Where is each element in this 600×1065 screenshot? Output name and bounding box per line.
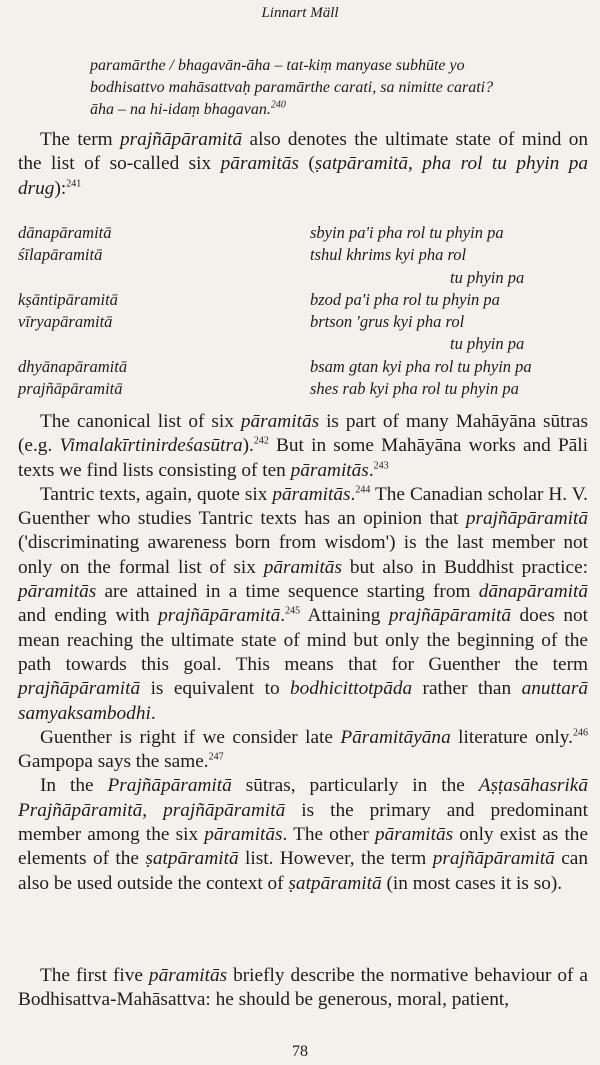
- footnote-ref: 241: [66, 178, 82, 190]
- quote-line: bodhisattvo mahāsattvaḥ paramārthe carati, sa nimitte carati?: [90, 79, 494, 96]
- paragraph-canonical-list: The canonical list of six pāramitās is part of many Mahāyāna sūtras (e.g. Vimalakīrtinirdeśasūtra).$^{242}$ But in some Mahāyāna works and Pāli texts we find lists consisting of ten pāramitās.$^{243}$: [18, 411, 588, 481]
- list-item: dhyānapāramitā bsam gtan kyi pha rol tu phyin pa: [18, 356, 532, 376]
- page-number: 78: [292, 1043, 308, 1060]
- footnote-ref: 244: [355, 484, 371, 496]
- list-item-continuation: tu phyin pa: [450, 334, 525, 354]
- quote-line: āha – na hi-idaṃ bhagavan.$^{240}$: [90, 99, 286, 118]
- body-text: [18, 410, 588, 896]
- footnote-ref: 243: [373, 460, 389, 472]
- list-item: dānapāramitā sbyin pa'i pha rol tu phyin pa: [18, 223, 504, 242]
- paragraph-tantric-texts: Tantric texts, again, quote six pāramitās.$^{244}$ The Canadian scholar H. V. Guenther who studies Tantric texts has an opinion that prajñāpāramitā ('discriminating awareness born from wisdom') is the last member not only on the formal list of six pāramitās but also in Buddhist practice: pāramitās are attained in a time sequence starting from dānapāramitā and ending with prajñāpāramitā.$^{245}$ Attaining prajñāpāramitā does not mean reaching the ultimate state of mind but only the beginning of the path towards this goal. This means that for Guenther the term prajñāpāramitā is equivalent to bodhicittotpāda rather than anuttarā samyaksambodhi.: [18, 483, 588, 724]
- list-item: vīryapāramitā brtson 'grus kyi pha rol: [18, 312, 465, 332]
- footnote-ref: 246: [573, 727, 588, 739]
- paramita-list: [18, 222, 588, 400]
- sanskrit-quote: [90, 55, 590, 121]
- list-item-continuation: tu phyin pa: [450, 267, 525, 287]
- paragraph-guenther: Guenther is right if we consider late Pāramitāyāna literature only.$^{246}$ Gampopa says the same.$^{247}$: [18, 726, 588, 773]
- paragraph-term-definition: The term prajñāpāramitā also denotes the ultimate state of mind on the list of so-called six pāramitās (ṣatpāramitā, pha rol tu phyin pa drug):$^{241}$: [18, 129, 589, 199]
- footnote-ref: 245: [285, 605, 301, 617]
- quote-line: paramārthe / bhagavān-āha – tat-kiṃ manyase subhūte yo: [90, 57, 465, 74]
- list-item: kṣāntipāramitā bzod pa'i pha rol tu phyin pa: [18, 289, 500, 309]
- footnote-ref: 240: [270, 99, 286, 111]
- paragraph-prajnaparamita-sutras: In the Prajñāpāramitā sūtras, particularly in the Aṣṭasāhasrikā Prajñāpāramitā, prajñāpāramitā is the primary and predominant member among the six pāramitās. The other pāramitās only exist as the elements of the ṣatpāramitā list. However, the term prajñāpāramitā can also be used outside the context of ṣatpāramitā (in most cases it is so).: [18, 775, 589, 894]
- footnote-ref: 247: [208, 751, 224, 763]
- list-item: prajñāpāramitā shes rab kyi pha rol tu phyin pa: [18, 379, 519, 399]
- list-item: śīlapāramitā tshul khrims kyi pha rol: [18, 245, 467, 265]
- footnote-ref: 242: [253, 435, 269, 447]
- running-head: Linnart Mäll: [261, 5, 339, 21]
- paragraph-first-five: The first five pāramitās briefly describe the normative behaviour of a Bodhisattva-Mahāsattva: he should be generous, moral, patient,: [18, 965, 588, 1011]
